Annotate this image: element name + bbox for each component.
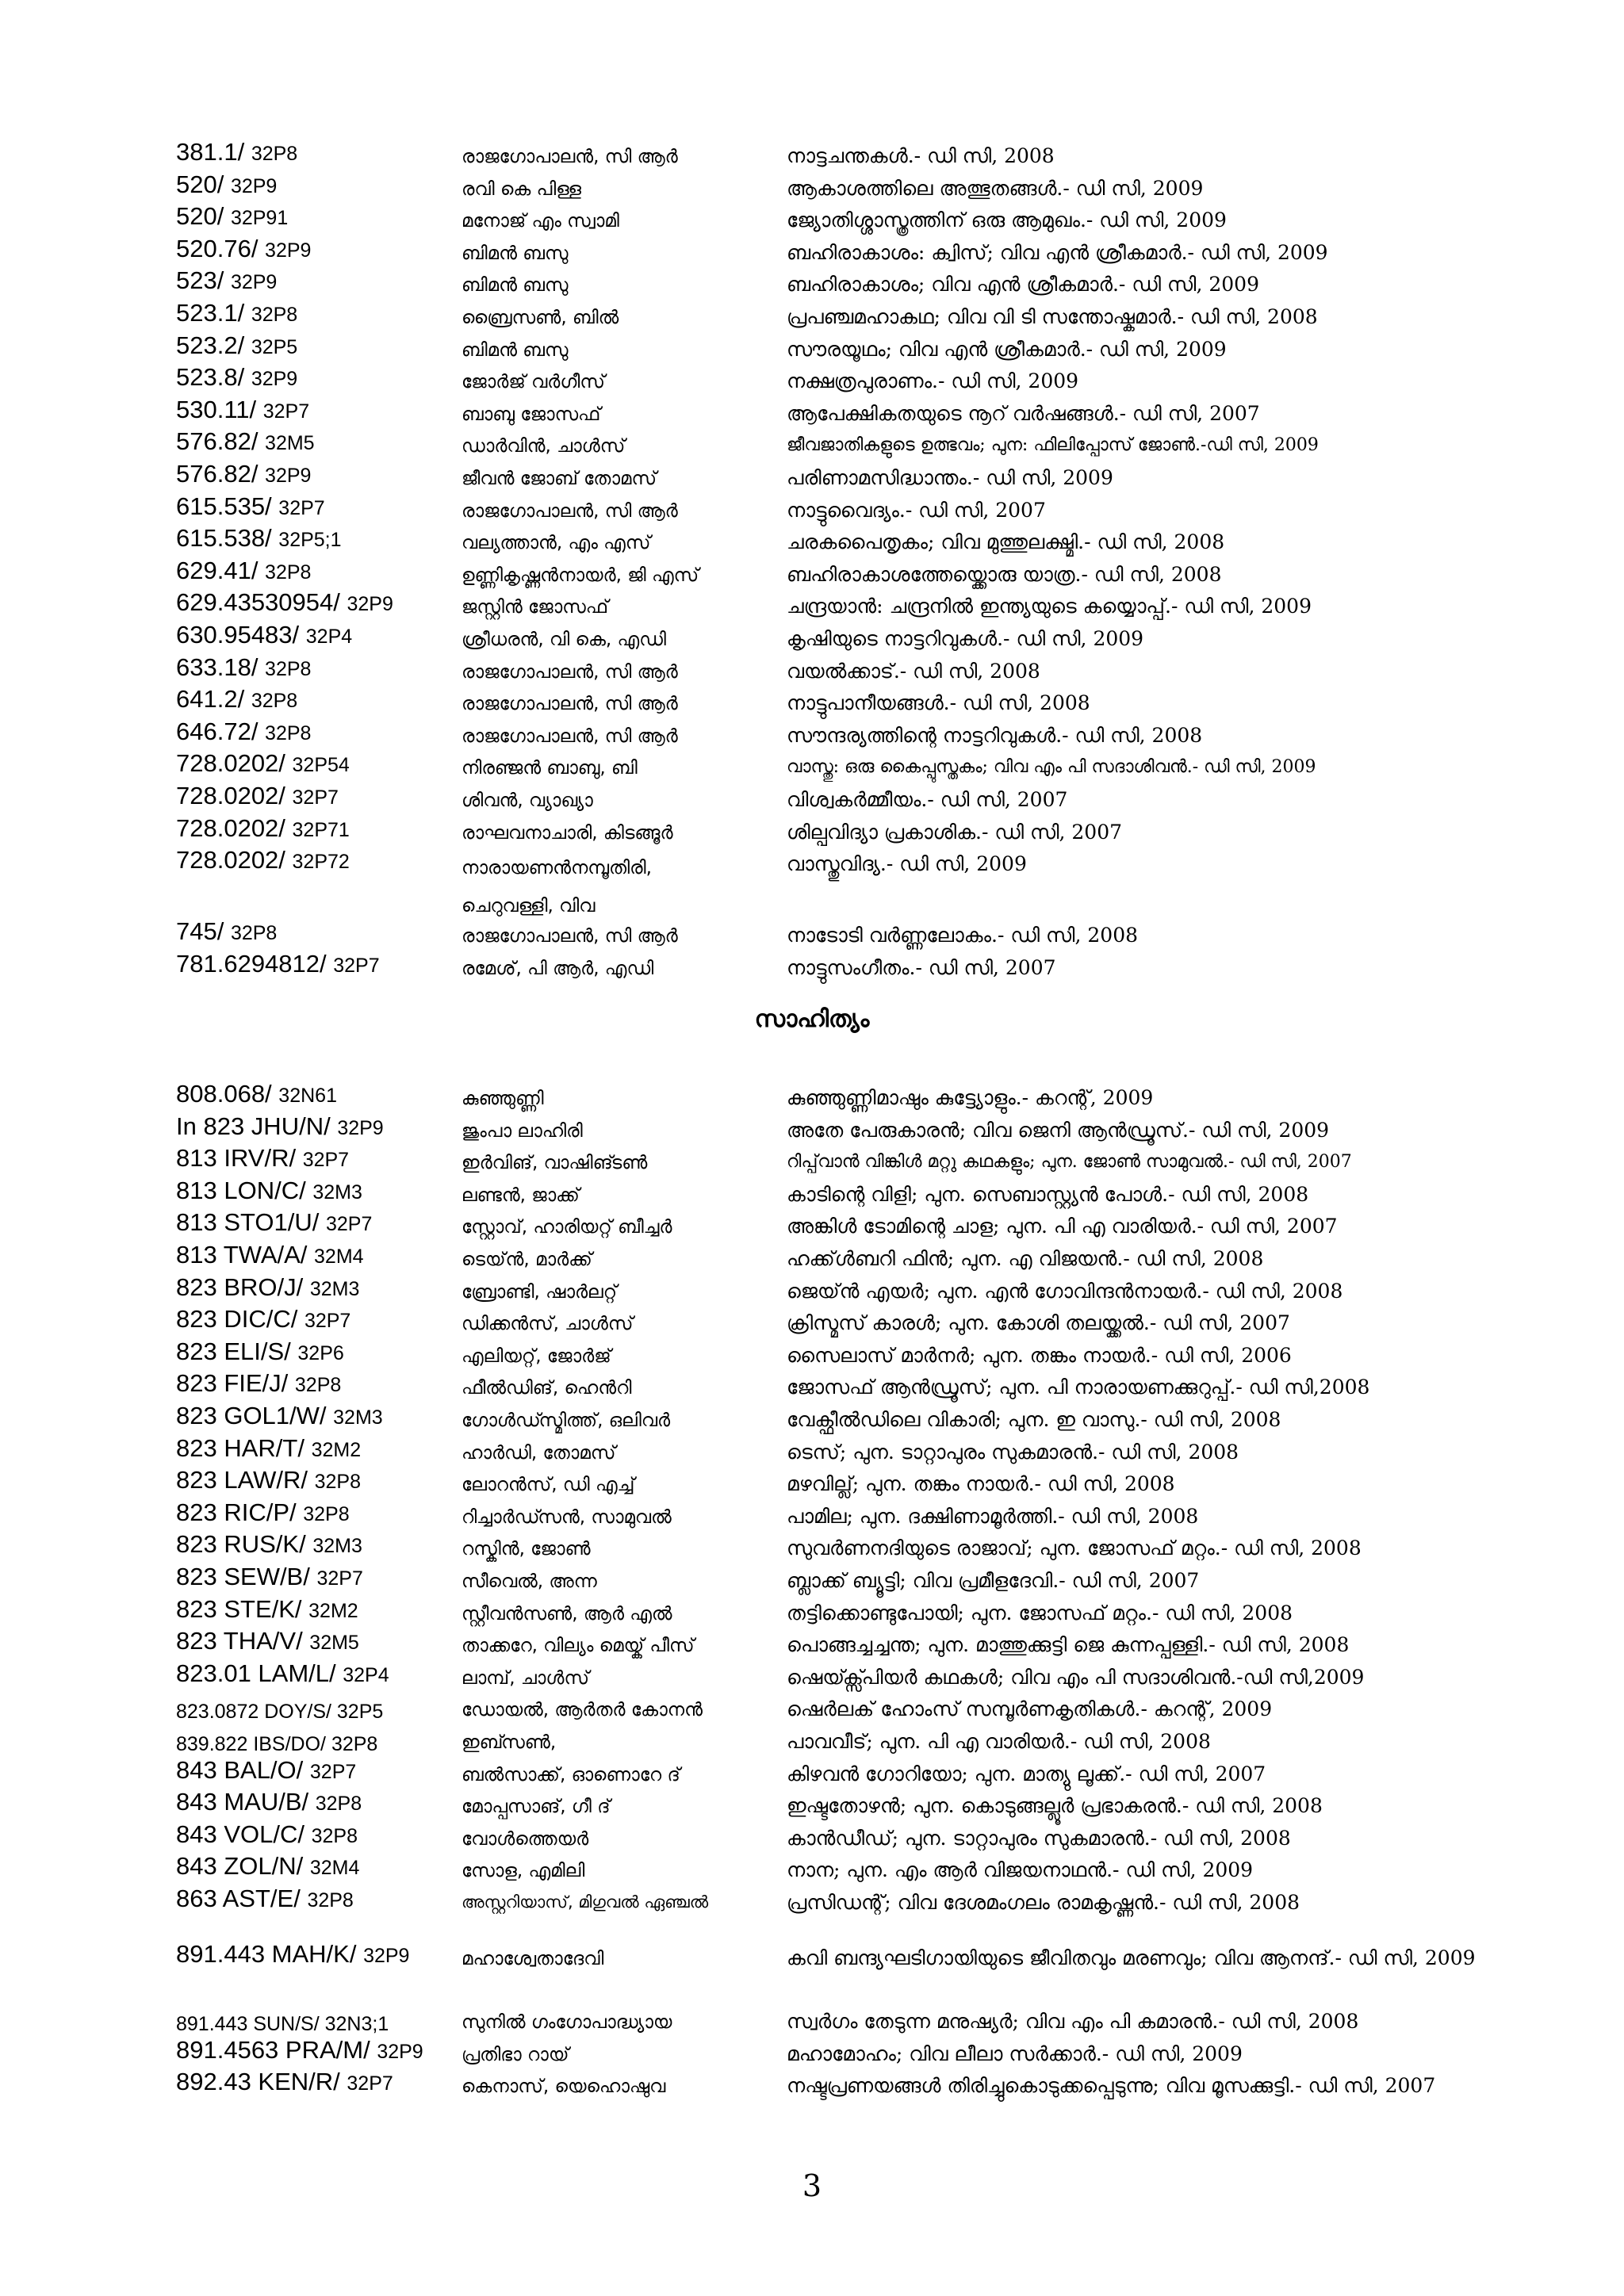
call-number-class: In 823 JHU/N/ xyxy=(176,1112,338,1140)
call-number-class: 843 MAU/B/ xyxy=(176,1788,316,1816)
book-title: ചരകപൈതൃകം; വിവ മുത്തുലക്ഷ്മി.- ഡി സി, 2008 xyxy=(787,530,1225,554)
call-number-suffix: 32P91 xyxy=(230,207,289,230)
author-name: ഡാർവിൻ, ചാൾസ് xyxy=(462,436,626,457)
book-title: ഹക്ക്ൾബറി ഫിൻ; പുന. എ വിജയൻ.- ഡി സി, 2008 xyxy=(787,1247,1264,1270)
author-name: രാജഗോപാലൻ, സി ആർ xyxy=(462,694,678,715)
author-name: സ്റ്റീവൻസൺ, ആർ എൽ xyxy=(462,1603,672,1624)
call-number xyxy=(176,1728,454,1757)
author-name: ബ്രോണ്ടി, ഷാർലറ്റ് xyxy=(462,1281,618,1303)
author-name: കുഞ്ഞുണ്ണി xyxy=(462,1089,544,1109)
call-number-class: 523.1/ xyxy=(176,299,251,327)
call-number-suffix: 32P8 xyxy=(294,1374,342,1397)
author-name: രാജഗോപാലൻ, സി ആർ xyxy=(462,661,678,683)
call-number xyxy=(176,1788,454,1816)
book-title: ശില്പവിദ്യാ പ്രകാശിക.- ഡി സി, 2007 xyxy=(787,820,1123,844)
call-number-suffix: 32P8 xyxy=(311,1824,358,1847)
call-number xyxy=(176,588,454,617)
call-number xyxy=(176,1241,454,1269)
call-number-suffix: 32P5;1 xyxy=(278,529,342,552)
author-name: നാരായണൻനമ്പൂതിരി, ചെറുവള്ളി, വിവ xyxy=(462,858,652,917)
call-number-class: 843 BAL/O/ xyxy=(176,1755,310,1784)
call-number-class: 891.4563 PRA/M/ xyxy=(176,2035,377,2064)
call-number-suffix: 32P4 xyxy=(305,626,353,648)
book-title: വാസ്തു: ഒരു കൈപ്പുസ്തകം; വിവ എം പി സദാശിവൻ.- ഡി സി, 2009 xyxy=(787,757,1316,778)
call-number-class: 530.11/ xyxy=(176,395,263,423)
author-name: വല്യത്താൻ, എം എസ് xyxy=(462,533,651,554)
book-title: വാസ്തുവിദ്യ.- ഡി സി, 2009 xyxy=(787,852,1027,876)
call-number-class: 823.0872 DOY/S/ xyxy=(176,1701,337,1724)
author-name: ഫീൽഡിങ്, ഹെൻറി xyxy=(462,1378,632,1399)
call-number-suffix: 32P9 xyxy=(363,1945,410,1967)
call-number xyxy=(176,1940,454,1969)
book-title: കുഞ്ഞുണ്ണിമാഷും കുട്ട്യോളും.- കറന്റ്, 2009 xyxy=(787,1086,1154,1109)
call-number-class: 813 LON/C/ xyxy=(176,1176,313,1204)
call-number xyxy=(176,621,454,649)
call-number-suffix: 32P8 xyxy=(303,1502,350,1525)
book-title: അങ്കിൾ ടോമിന്റെ ചാള; പുന. പി എ വാരിയർ.- ഡി സി, 2007 xyxy=(787,1215,1338,1238)
call-number-class: 728.0202/ xyxy=(176,813,293,842)
call-number-class: 641.2/ xyxy=(176,685,251,714)
book-title: റിപ്പ്‌വാൻ വിങ്കിൾ മറ്റു കഥകളും; പുന. ജോൺ സാമുവൽ.- ഡി സി, 2007 xyxy=(787,1152,1352,1173)
call-number-suffix: 32M3 xyxy=(312,1535,362,1558)
call-number xyxy=(176,950,454,978)
author-name: രവി കെ പിള്ള xyxy=(462,178,582,200)
call-number-class: 823 DIC/C/ xyxy=(176,1305,304,1334)
call-number-class: 823 THA/V/ xyxy=(176,1627,310,1655)
author-name: അസ്റ്ററിയാസ്, മിഗുവൽ ഏഞ്ചൽ xyxy=(462,1892,709,1911)
author-name: ഇബ്സൺ, xyxy=(462,1732,557,1753)
call-number-suffix: 32P9 xyxy=(265,239,312,262)
call-number-class: 523/ xyxy=(176,266,231,295)
call-number-class: 523.8/ xyxy=(176,363,251,392)
book-title: പ്രസിഡന്റ്; വിവ ദേശമംഗലം രാമകൃഷ്ണൻ.- ഡി സി, 2008 xyxy=(787,1891,1300,1914)
book-title: പാമില; പുന. ദക്ഷിണാമൂർത്തി.- ഡി സി, 2008 xyxy=(787,1504,1199,1528)
author-name: റസ്കിൻ, ജോൺ xyxy=(462,1539,591,1560)
call-number xyxy=(176,1177,454,1205)
author-name: സുനിൽ ഗംഗോപാദ്ധ്യായ xyxy=(462,2012,672,2033)
call-number xyxy=(176,202,454,231)
book-title: ആപേക്ഷികതയുടെ നൂറ് വർഷങ്ങൾ.- ഡി സി, 2007 xyxy=(787,401,1260,425)
call-number-suffix: 32P9 xyxy=(230,271,278,294)
call-number-class: 823 BRO/J/ xyxy=(176,1272,310,1301)
author-name: ഉണ്ണികൃഷ്ണൻനായർ, ജി എസ് xyxy=(462,564,699,586)
book-title: ജ്യോതിശ്ശാസ്ത്രത്തിന് ഒരു ആമുഖം.- ഡി സി, 2009 xyxy=(787,209,1227,232)
call-number xyxy=(176,653,454,682)
call-number-suffix: 32P72 xyxy=(292,851,350,874)
author-name: ജുംപാ ലാഹിരി xyxy=(462,1120,583,1142)
call-number xyxy=(176,235,454,263)
call-number-class: 863 AST/E/ xyxy=(176,1885,308,1912)
call-number xyxy=(176,557,454,585)
book-title: സൗരയൂഥം; വിവ എൻ ശ്രീകമാർ.- ഡി സി, 2009 xyxy=(787,337,1227,361)
call-number-suffix: 32M3 xyxy=(312,1181,362,1203)
call-number xyxy=(176,1696,454,1724)
author-name: രാജഗോപാലൻ, സി ആർ xyxy=(462,147,678,167)
author-name: ശ്രീധരൻ, വി കെ, എഡി xyxy=(462,629,666,650)
book-title: ഷെയ്ക്സ്പിയർ കഥകൾ; വിവ എം പി സദാശിവൻ.-ഡി സി,2009 xyxy=(787,1665,1365,1689)
call-number-class: 630.95483/ xyxy=(176,621,306,649)
call-number xyxy=(176,2068,454,2096)
call-number-class: 576.82/ xyxy=(176,427,266,456)
author-name: എലിയറ്റ്, ജോർജ് xyxy=(462,1345,611,1367)
author-name: സീവെൽ, അന്ന xyxy=(462,1571,597,1592)
call-number xyxy=(176,2008,454,2037)
author-name: ലണ്ടൻ, ജാക്ക് xyxy=(462,1184,580,1206)
book-title: മഴവില്ല്; പുന. തങ്കം നായർ.- ഡി സി, 2008 xyxy=(787,1472,1175,1496)
author-name: ജസ്റ്റിൻ ജോസഫ് xyxy=(462,597,609,618)
book-title: കിഴവൻ ഗോറിയോ; പുന. മാത്യു ലൂക്ക്.- ഡി സി, 2007 xyxy=(787,1762,1266,1785)
call-number xyxy=(176,460,454,488)
call-number-class: 891.443 MAH/K/ xyxy=(176,1940,364,1968)
call-number xyxy=(176,1305,454,1334)
call-number-suffix: 32P8 xyxy=(315,1793,362,1816)
call-number xyxy=(176,427,454,456)
call-number xyxy=(176,170,454,199)
book-title: കാടിന്റെ വിളി; പുന. സെബാസ്റ്റ്യൻ പോൾ.- ഡി സി, 2008 xyxy=(787,1182,1309,1206)
book-title: നാട്ടുസംഗീതം.- ഡി സി, 2007 xyxy=(787,955,1056,979)
author-name: ഹാർഡി, തോമസ് xyxy=(462,1442,616,1464)
author-name: രാജഗോപാലൻ, സി ആർ xyxy=(462,926,678,947)
book-title: പരിണാമസിദ്ധാന്തം.- ഡി സി, 2009 xyxy=(787,466,1113,489)
book-title: ഇഷ്ടതോഴൻ; പുന. കൊടുങ്ങല്ലൂർ പ്രഭാകരൻ.- ഡി സി, 2008 xyxy=(787,1794,1323,1818)
author-name: കെനാസ്, യെഹൊഷുവ xyxy=(462,2076,666,2098)
author-name: ബ്രൈസൺ, ബിൽ xyxy=(462,308,619,328)
author-name: മോപ്പസാങ്, ഗീ ദ് xyxy=(462,1797,611,1818)
call-number xyxy=(176,1885,454,1913)
section-heading: സാഹിത്യം xyxy=(754,1005,870,1033)
call-number xyxy=(176,1498,454,1527)
call-number xyxy=(176,138,454,166)
call-number-class: 823 GOL1/W/ xyxy=(176,1402,334,1429)
call-number-suffix: 32P8 xyxy=(265,561,312,584)
call-number xyxy=(176,1080,454,1108)
call-number-suffix: 32P8 xyxy=(314,1471,361,1494)
call-number-class: 629.43530954/ xyxy=(176,588,347,617)
author-name: റിച്ചാർഡ്സൻ, സാമുവൽ xyxy=(462,1506,672,1528)
call-number xyxy=(176,1659,454,1688)
author-name: താക്കറേ, വില്യം മെയ്ക് പീസ് xyxy=(462,1636,695,1657)
call-number-class: 576.82/ xyxy=(176,460,266,488)
author-name: ഡോയൽ, ആർതർ കോനൻ xyxy=(462,1700,703,1721)
call-number-class: 615.538/ xyxy=(176,524,279,553)
call-number-class: 823 LAW/R/ xyxy=(176,1466,315,1494)
call-number-suffix: 32M3 xyxy=(333,1406,383,1429)
call-number-suffix: 32P9 xyxy=(377,2040,423,2063)
call-number-suffix: 32P7 xyxy=(292,786,339,809)
author-name: ടെയ്ൻ, മാർക്ക് xyxy=(462,1249,592,1270)
author-name: മനോജ് എം സ്വാമി xyxy=(462,211,619,232)
call-number-class: 520/ xyxy=(176,170,231,198)
call-number-suffix: 32P8 xyxy=(251,304,298,326)
call-number xyxy=(176,1820,454,1849)
book-title: പ്രപഞ്ചമഹാകഥ; വിവ വി ടി സന്തോഷ്കമാർ.- ഡി സി, 2008 xyxy=(787,305,1318,328)
call-number-class: 728.0202/ xyxy=(176,749,293,778)
call-number-suffix: 32P9 xyxy=(251,368,298,391)
call-number xyxy=(176,1627,454,1655)
call-number-class: 728.0202/ xyxy=(176,782,293,809)
author-name: ഡിക്കൻസ്, ചാൾസ് xyxy=(462,1314,634,1335)
author-name: ലോറൻസ്, ഡി എച്ച് xyxy=(462,1475,635,1496)
call-number xyxy=(176,266,454,295)
call-number-suffix: 32P9 xyxy=(265,465,312,487)
author-name: ബൽസാക്ക്, ഓണൊറേ ദ് xyxy=(462,1764,680,1785)
call-number-class: 823 ELI/S/ xyxy=(176,1337,298,1365)
call-number xyxy=(176,1434,454,1463)
book-title: കവി ബന്ദ്യഘടിഗായിയുടെ ജീവിതവും മരണവും; വിവ ആനന്ദ്.- ഡി സി, 2009 xyxy=(787,1946,1476,1969)
book-title: സ്വർഗം തേടുന്ന മനുഷ്യർ; വിവ എം പി കമാരൻ.- ഡി സി, 2008 xyxy=(787,2010,1359,2033)
call-number-suffix: 32P9 xyxy=(347,593,393,616)
call-number-suffix: 32P7 xyxy=(325,1213,373,1236)
book-title: വിശ്വകർമ്മീയം.- ഡി സി, 2007 xyxy=(787,788,1068,811)
book-title: നാട്ടചന്തകൾ.- ഡി സി, 2008 xyxy=(787,144,1055,167)
book-title: അതേ പേരുകാരൻ; വിവ ജെനി ആൻഡ്രൂസ്.- ഡി സി, 2009 xyxy=(787,1118,1330,1142)
call-number-suffix: 32P8 xyxy=(265,657,312,680)
call-number-class: 813 IRV/R/ xyxy=(176,1144,303,1173)
author-name: ഇർവിങ്, വാഷിങ്ടൺ xyxy=(462,1153,648,1174)
call-number xyxy=(176,363,454,392)
call-number-suffix: 32P7 xyxy=(347,2072,393,2095)
book-title: ബഹിരാകാശം; വിവ എൻ ശ്രീകമാർ.- ഡി സി, 2009 xyxy=(787,273,1259,297)
book-title: കാൻഡീഡ്; പുന. ടാറ്റാപുരം സുകമാരൻ.- ഡി സി, 2008 xyxy=(787,1826,1291,1850)
author-name: രാജഗോപാലൻ, സി ആർ xyxy=(462,725,678,747)
call-number-suffix: 32P7 xyxy=(316,1567,363,1590)
call-number-class: 823 HAR/T/ xyxy=(176,1433,312,1462)
call-number-class: 813 TWA/A/ xyxy=(176,1241,315,1269)
book-title: നാന; പുന. എം ആർ വിജയനാഥൻ.- ഡി സി, 2009 xyxy=(787,1858,1254,1882)
call-number-class: 823 STE/K/ xyxy=(176,1594,309,1623)
call-number-suffix: 32M2 xyxy=(308,1599,358,1622)
author-name: രാഘവനാചാരി, കിടങ്ങൂർ xyxy=(462,822,673,844)
call-number-class: 823 FIE/J/ xyxy=(176,1369,295,1398)
call-number xyxy=(176,1337,454,1366)
call-number-suffix: 32P8 xyxy=(251,690,298,713)
call-number-class: 629.41/ xyxy=(176,556,266,584)
author-name: ജീവൻ ജോബ് തോമസ് xyxy=(462,469,657,489)
call-number xyxy=(176,1595,454,1624)
call-number xyxy=(176,1402,454,1430)
call-number-class: 520/ xyxy=(176,202,231,231)
book-title: ടെസ്; പുന. ടാറ്റാപുരം സുകമാരൻ.- ഡി സി, 2008 xyxy=(787,1440,1239,1464)
call-number xyxy=(176,396,454,424)
call-number-class: 745/ xyxy=(176,917,231,946)
book-title: വയൽക്കാട്.- ഡി സി, 2008 xyxy=(787,659,1040,683)
author-name: ശിവൻ, വ്യാഖ്യാ xyxy=(462,790,593,811)
book-title: ബഹിരാകാശത്തേയ്ക്കൊരു യാത്ര.- ഡി സി, 2008 xyxy=(787,562,1222,586)
call-number xyxy=(176,814,454,843)
call-number-suffix: 32P6 xyxy=(297,1341,344,1364)
book-title: സൗന്ദര്യത്തിന്റെ നാട്ടറിവുകൾ.- ഡി സി, 2008 xyxy=(787,723,1203,747)
author-name: ലാമ്പ്, ചാൾസ് xyxy=(462,1667,589,1689)
author-name: ബിമൻ ബസു xyxy=(462,339,569,361)
book-title: നാടോടി വർണ്ണലോകം.- ഡി സി, 2008 xyxy=(787,924,1139,947)
author-name: പ്രതിഭാ റായ് xyxy=(462,2044,569,2065)
call-number xyxy=(176,331,454,360)
call-number xyxy=(176,1369,454,1398)
call-number-suffix: 32P71 xyxy=(292,818,350,841)
call-number xyxy=(176,846,454,874)
book-title: ജീവജാതികളുടെ ഉത്ഭവം; പുന: ഫിലിപ്പോസ് ജോൺ.-ഡി സി, 2009 xyxy=(787,435,1319,456)
author-name: സോള, എമിലി xyxy=(462,1861,585,1882)
book-title: ജോസഫ് ആൻഡ്രൂസ്; പുന. പി നാരായണക്കുറുപ്പ്.- ഡി സി,2008 xyxy=(787,1376,1370,1399)
call-number-suffix: 32M2 xyxy=(311,1438,362,1461)
author-name: ഗോൾഡ്സ്മിത്ത്, ഒലിവർ xyxy=(462,1410,671,1431)
call-number xyxy=(176,1208,454,1237)
book-title: മഹാമോഹം; വിവ ലീലാ സർക്കാർ.- ഡി സി, 2009 xyxy=(787,2042,1243,2065)
call-number-suffix: 32P7 xyxy=(309,1760,357,1783)
author-name: രാജഗോപാലൻ, സി ആർ xyxy=(462,500,678,522)
call-number-suffix: 32M3 xyxy=(309,1277,360,1300)
book-title: നാട്ടുവൈദ്യം.- ഡി സി, 2007 xyxy=(787,498,1046,522)
call-number xyxy=(176,299,454,327)
call-number-class: 843 VOL/C/ xyxy=(176,1820,312,1848)
call-number xyxy=(176,1112,454,1141)
author-name: രമേശ്, പി ആർ, എഡി xyxy=(462,958,654,979)
call-number-suffix: 32P7 xyxy=(278,496,325,519)
call-number xyxy=(176,749,454,778)
call-number-class: 813 STO1/U/ xyxy=(176,1208,326,1237)
call-number-suffix: 32P5 xyxy=(251,335,298,358)
book-title: പാവവീട്; പുന. പി എ വാരിയർ.- ഡി സി, 2008 xyxy=(787,1730,1211,1753)
call-number-suffix: 32N61 xyxy=(278,1085,337,1107)
call-number-class: 633.18/ xyxy=(176,652,266,681)
author-name: ബിമൻ ബസു xyxy=(462,243,569,264)
call-number-class: 646.72/ xyxy=(176,717,266,745)
call-number-class: 823.01 LAM/L/ xyxy=(176,1659,343,1687)
call-number-class: 823 RIC/P/ xyxy=(176,1498,304,1526)
author-name: ബാബു ജോസഫ് xyxy=(462,404,601,425)
call-number-suffix: 32P9 xyxy=(230,174,278,197)
page-number: 3 xyxy=(802,2168,822,2203)
book-title: ജെയ്ൻ എയർ; പുന. എൻ ഗോവിന്ദൻനായർ.- ഡി സി, 2008 xyxy=(787,1279,1343,1303)
call-number-class: 381.1/ xyxy=(176,138,251,166)
call-number-class: 839.822 IBS/DO/ xyxy=(176,1733,331,1755)
call-number-suffix: 32P9 xyxy=(337,1116,384,1139)
call-number-suffix: 32P8 xyxy=(331,1733,378,1755)
book-title: കൃഷിയുടെ നാട്ടറിവുകൾ.- ഡി സി, 2009 xyxy=(787,627,1144,650)
call-number-class: 892.43 KEN/R/ xyxy=(176,2068,347,2096)
call-number xyxy=(176,1563,454,1591)
call-number-suffix: 32P7 xyxy=(333,954,380,977)
call-number xyxy=(176,2036,454,2064)
call-number xyxy=(176,1466,454,1494)
call-number-class: 823 RUS/K/ xyxy=(176,1530,313,1559)
book-title: ഷെർലക് ഹോംസ് സമ്പൂർണകൃതികൾ.- കറന്റ്, 2009 xyxy=(787,1697,1273,1721)
call-number-class: 808.068/ xyxy=(176,1080,279,1108)
author-name: മഹാശ്വേതാദേവി xyxy=(462,1949,604,1969)
book-title: ചന്ദ്രയാൻ: ചന്ദ്രനിൽ ഇന്ത്യയുടെ കയ്യൊപ്പ്.- ഡി സി, 2009 xyxy=(787,595,1312,618)
call-number-class: 520.76/ xyxy=(176,234,266,262)
call-number xyxy=(176,1756,454,1785)
call-number-class: 823 SEW/B/ xyxy=(176,1563,317,1590)
book-title: ബ്ലാക്ക് ബ്യൂട്ടി; വിവ പ്രമീളദേവി.- ഡി സി, 2007 xyxy=(787,1569,1200,1592)
call-number-class: 843 ZOL/N/ xyxy=(176,1852,310,1881)
call-number-suffix: 32P5 xyxy=(336,1701,384,1724)
book-title: ആകാശത്തിലെ അത്ഭുതങ്ങൾ.- ഡി സി, 2009 xyxy=(787,176,1204,200)
call-number-class: 615.535/ xyxy=(176,492,279,520)
call-number-class: 728.0202/ xyxy=(176,846,293,874)
call-number xyxy=(176,1530,454,1559)
call-number-suffix: 32P4 xyxy=(343,1663,389,1686)
author-name: ജോർജ് വർഗീസ് xyxy=(462,372,605,393)
call-number-suffix: 32P8 xyxy=(265,721,312,744)
book-title: നഷ്ടപ്രണയങ്ങൾ തിരിച്ചുകൊടുക്കപ്പെടുന്നു; വിവ മൂസക്കുട്ടി.- ഡി സി, 2007 xyxy=(787,2074,1436,2098)
book-title: നാട്ടുപാനീയങ്ങൾ.- ഡി സി, 2008 xyxy=(787,691,1090,715)
author-name: വോൾത്തെയർ xyxy=(462,1828,589,1850)
author-name: നിരഞ്ജൻ ബാബു, ബി xyxy=(462,758,638,779)
call-number-suffix: 32P7 xyxy=(304,1310,351,1333)
call-number-suffix: 32M5 xyxy=(265,432,315,455)
book-title: സൈലാസ് മാർനർ; പുന. തങ്കം നായർ.- ഡി സി, 2006 xyxy=(787,1343,1292,1367)
call-number-suffix: 32M5 xyxy=(309,1632,359,1655)
call-number-class: 781.6294812/ xyxy=(176,949,334,978)
call-number xyxy=(176,524,454,553)
book-title: സുവർണനദിയുടെ രാജാവ്; പുന. ജോസഫ് മറ്റം.- ഡി സി, 2008 xyxy=(787,1536,1362,1560)
call-number-suffix: 32P8 xyxy=(251,143,298,165)
call-number xyxy=(176,492,454,521)
call-number xyxy=(176,1144,454,1173)
call-number xyxy=(176,685,454,714)
call-number xyxy=(176,917,454,946)
author-name: സ്റ്റോവ്, ഹാരിയറ്റ് ബീച്ചർ xyxy=(462,1217,672,1238)
book-title: പൊങ്ങച്ചച്ചന്ത; പുന. മാത്തുക്കുട്ടി ജെ കുന്നപ്പള്ളി.- ഡി സി, 2008 xyxy=(787,1633,1350,1657)
call-number-suffix: 32M4 xyxy=(314,1246,364,1268)
book-title: തട്ടിക്കൊണ്ടുപോയി; പുന. ജോസഫ് മറ്റം.- ഡി സി, 2008 xyxy=(787,1601,1293,1624)
book-title: വേക്ഫീൽഡിലെ വികാരി; പുന. ഇ വാസു.- ഡി സി, 2008 xyxy=(787,1408,1281,1431)
book-title: നക്ഷത്രപുരാണം.- ഡി സി, 2009 xyxy=(787,369,1079,393)
call-number-suffix: 32P8 xyxy=(307,1889,354,1911)
call-number-class: 523.2/ xyxy=(176,331,251,359)
call-number-suffix: 32P7 xyxy=(262,400,310,423)
call-number-suffix: 32P54 xyxy=(292,754,350,777)
call-number xyxy=(176,1273,454,1302)
call-number-suffix: 32P8 xyxy=(230,922,278,945)
author-name: ബിമൻ ബസു xyxy=(462,275,569,297)
call-number xyxy=(176,718,454,746)
book-title: ബഹിരാകാശം: ക്വിസ്; വിവ എൻ ശ്രീകമാർ.- ഡി സി, 2009 xyxy=(787,240,1328,264)
call-number xyxy=(176,1852,454,1881)
book-title: ക്രിസ്മസ് കാരൾ; പുന. കോശി തലയ്ക്കൽ.- ഡി സി, 2007 xyxy=(787,1311,1290,1335)
call-number-suffix: 32P7 xyxy=(302,1149,350,1172)
call-number-class: 891.443 SUN/S/ 32N3;1 xyxy=(176,2013,389,2035)
call-number xyxy=(176,782,454,810)
call-number-suffix: 32M4 xyxy=(309,1857,360,1880)
